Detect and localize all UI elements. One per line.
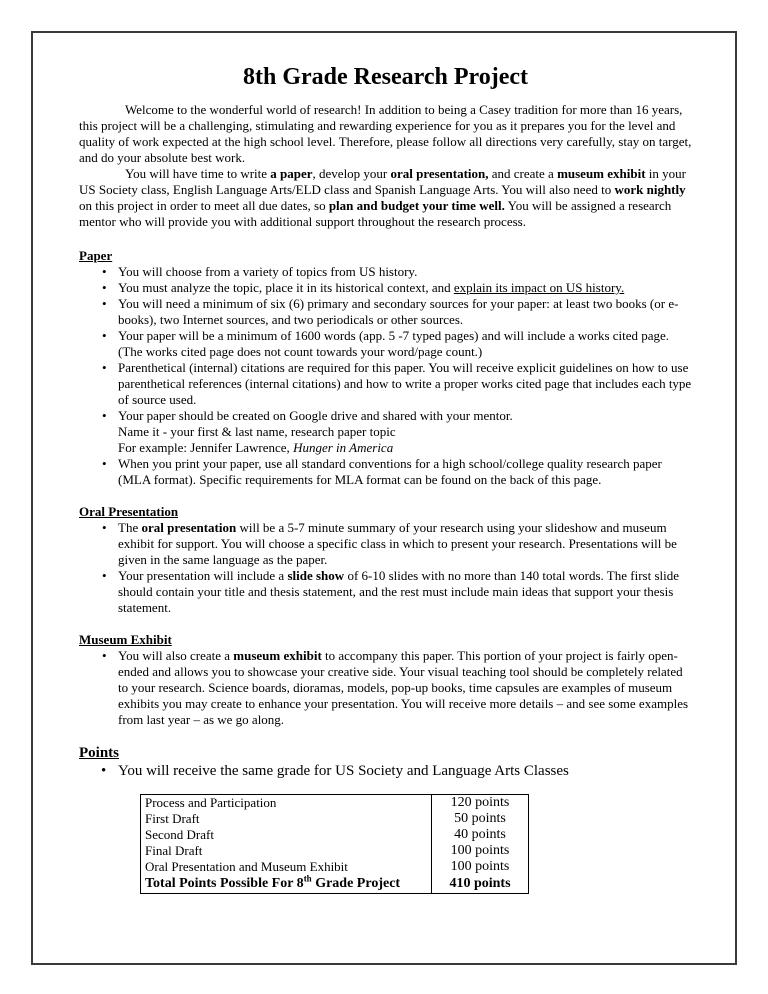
list-item: • Your paper should be created on Google drive and shared with your mentor. Name it - your first & last name, research paper topic For example: Jennifer Lawrence, Hunger in America — [79, 408, 692, 456]
list-item: • You must analyze the topic, place it in its historical context, and explain its impact on US history. — [79, 280, 692, 296]
list-item: • When you print your paper, use all standard conventions for a high school/college quality research paper (MLA format). Specific requirements for MLA format can be found on the back of this page. — [79, 456, 692, 488]
paper-list — [79, 264, 692, 488]
points-list — [79, 762, 692, 780]
table-row: First Draft 50 points — [141, 811, 529, 827]
document-body — [79, 63, 692, 894]
list-item: • The oral presentation will be a 5-7 minute summary of your research using your slideshow and museum exhibit for support. You will choose a specific class in which to present your research. Presentations will be given in the same language as the paper. — [79, 520, 692, 568]
museum-exhibit-section — [79, 632, 692, 728]
points-table — [140, 794, 529, 894]
list-item: • You will need a minimum of six (6) primary and secondary sources for your paper: at least two books (or e-books), two Internet sources, and two periodicals or other sources. — [79, 296, 692, 328]
points-section — [79, 744, 692, 894]
list-item: • Parenthetical (internal) citations are required for this paper. You will receive explicit guidelines on how to use parenthetical references (internal citations) and how to write a proper works cited page that includes each type of source used. — [79, 360, 692, 408]
paper-heading: Paper — [79, 248, 113, 263]
total-row: Total Points Possible For 8th Grade Project 410 points — [141, 875, 529, 894]
table-row: Final Draft 100 points — [141, 843, 529, 859]
table-row: Second Draft 40 points — [141, 827, 529, 843]
museum-exhibit-heading: Museum Exhibit — [79, 632, 172, 647]
list-item: • You will choose from a variety of topics from US history. — [79, 264, 692, 280]
museum-list — [79, 648, 692, 728]
oral-list — [79, 520, 692, 616]
page-title: 8th Grade Research Project — [242, 64, 529, 90]
list-item: • Your paper will be a minimum of 1600 words (app. 5 -7 typed pages) and will include a works cited page. (The works cited page does not count towards your word/page count.) — [79, 328, 692, 360]
list-item: • You will receive the same grade for US Society and Language Arts Classes — [79, 762, 692, 780]
table-row: Oral Presentation and Museum Exhibit 100 points — [141, 859, 529, 875]
oral-presentation-heading: Oral Presentation — [79, 504, 179, 519]
list-item: • Your presentation will include a slide show of 6-10 slides with no more than 140 total words. The first slide should contain your title and thesis statement, and the rest must include main ideas that support your thesis statement. — [79, 568, 692, 616]
points-heading: Points — [79, 745, 120, 761]
intro-paragraph-1: Welcome to the wonderful world of research! In addition to being a Casey tradition for more than 16 years, this project will be a challenging, stimulating and rewarding experience for you as it prepares you for the level and quality of work expected at the high school level. Therefore, please follow all directions very carefully, stay on target, and do your absolute best work. — [79, 102, 692, 165]
paper-section — [79, 248, 692, 488]
list-item: • You will also create a museum exhibit to accompany this paper. This portion of your project is fairly open-ended and allows you to showcase your creative side. Your visual teaching tool should be completely related to your research. Science boards, dioramas, models, pop-up books, time capsules are examples of museum exhibits you may create to enhance your presentation. You will receive more details – and see some examples from last year – as we go along. — [79, 648, 692, 728]
intro-paragraph-2: You will have time to write a paper, develop your oral presentation, and create a museum exhibit in your US Society class, English Language Arts/ELD class and Spanish Language Arts. You will also need to work nightly on this project in order to meet all due dates, so plan and budget your time well. You will be assigned a research mentor who will provide you with additional support throughout the research process. — [79, 166, 686, 229]
oral-presentation-section — [79, 504, 692, 616]
table-row: Process and Participation 120 points — [141, 795, 529, 812]
